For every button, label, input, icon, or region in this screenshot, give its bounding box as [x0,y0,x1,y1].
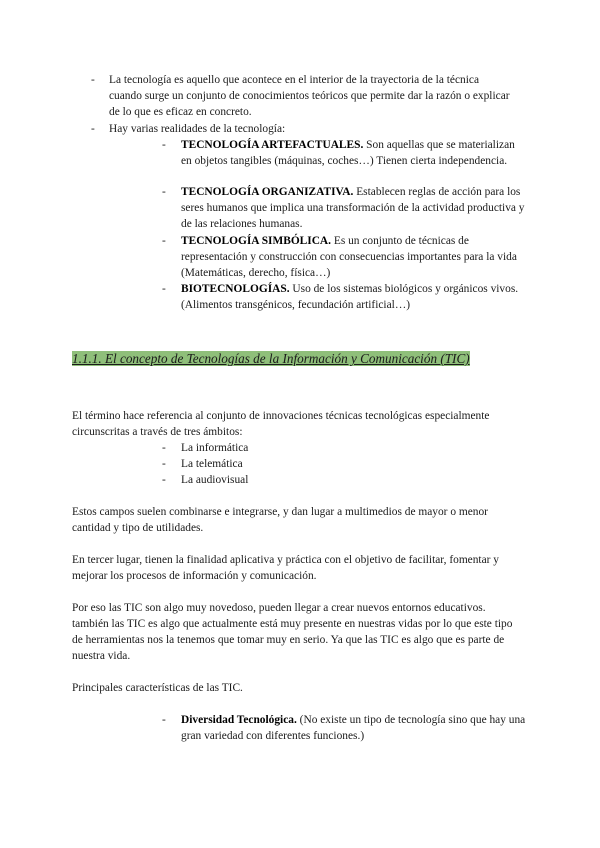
tech-type-term: TECNOLOGÍA ARTEFACTUALES. [181,139,364,151]
bullet-dash: - [162,714,166,726]
area-item: La telemática [181,458,243,470]
section-heading-text: 1.1.1. El concepto de Tecnologías de la Información y Comunicación (TIC) [72,351,470,366]
tech-type-item [181,137,526,169]
body-paragraph: Estos campos suelen combinarse e integrarse, y dan lugar a multimedios de mayor o menor cantidad y tipo de utilidades. [72,506,488,534]
bullet-dash: - [162,442,166,454]
tech-type-item [181,281,526,313]
bullet-dash: - [162,139,166,151]
tech-type-desc: Uso de los sistemas biológicos y orgánicos vivos. (Alimentos transgénicos, fecundación artificial…) [181,283,519,311]
body-paragraph: Por eso las TIC son algo muy novedoso, pueden llegar a crear nuevos entornos educativos. también las TIC es algo que actualmente está muy presente en nuestras vidas por lo que este tipo de herramientas nos la tenemos que tomar muy en serio. Ya que las TIC es algo que es parte de nuestra vida. [72,602,513,662]
intro-item-2: Hay varias realidades de la tecnología: [109,123,286,135]
bullet-dash: - [162,235,166,247]
feature-desc: (No existe un tipo de tecnología sino que hay una gran variedad con diferentes funciones.) [181,714,526,742]
feature-term: Diversidad Tecnológica. [181,714,297,726]
tech-type-item [181,233,526,281]
bullet-dash: - [162,474,166,486]
bullet-dash: - [162,458,166,470]
tech-type-item [181,184,531,232]
tech-type-term: BIOTECNOLOGÍAS. [181,283,290,295]
bullet-dash: - [162,186,166,198]
intro-item-1: La tecnología es aquello que acontece en el interior de la trayectoria de la técnica cuando surge un conjunto de conocimientos teóricos que permite dar la razón o explicar de lo que es eficaz en concreto. [109,74,510,118]
feature-item [181,712,531,744]
area-item: La audiovisual [181,474,249,486]
tech-type-desc: Establecen reglas de acción para los seres humanos que implica una transformación de la actividad productiva y de las relaciones humanas. [181,186,525,230]
definition-paragraph: El término hace referencia al conjunto de innovaciones técnicas tecnológicas especialmente circunscritas a través de tres ámbitos: [72,410,490,438]
body-paragraph: Principales características de las TIC. [72,682,243,694]
body-paragraph: En tercer lugar, tienen la finalidad aplicativa y práctica con el objetivo de facilitar, fomentar y mejorar los procesos de información y comunicación. [72,554,499,582]
bullet-dash: - [91,74,95,86]
section-heading [72,350,517,368]
tech-type-desc: Son aquellas que se materializan en objetos tangibles (máquinas, coches…) Tienen cierta independencia. [181,139,515,167]
tech-type-desc: Es un conjunto de técnicas de representación y construcción con consecuencias importantes para la vida (Matemáticas, derecho, física…) [181,235,517,279]
tech-type-term: TECNOLOGÍA ORGANIZATIVA. [181,186,354,198]
area-item: La informática [181,442,249,454]
bullet-dash: - [91,123,95,135]
tech-type-term: TECNOLOGÍA SIMBÓLICA. [181,235,332,247]
bullet-dash: - [162,283,166,295]
